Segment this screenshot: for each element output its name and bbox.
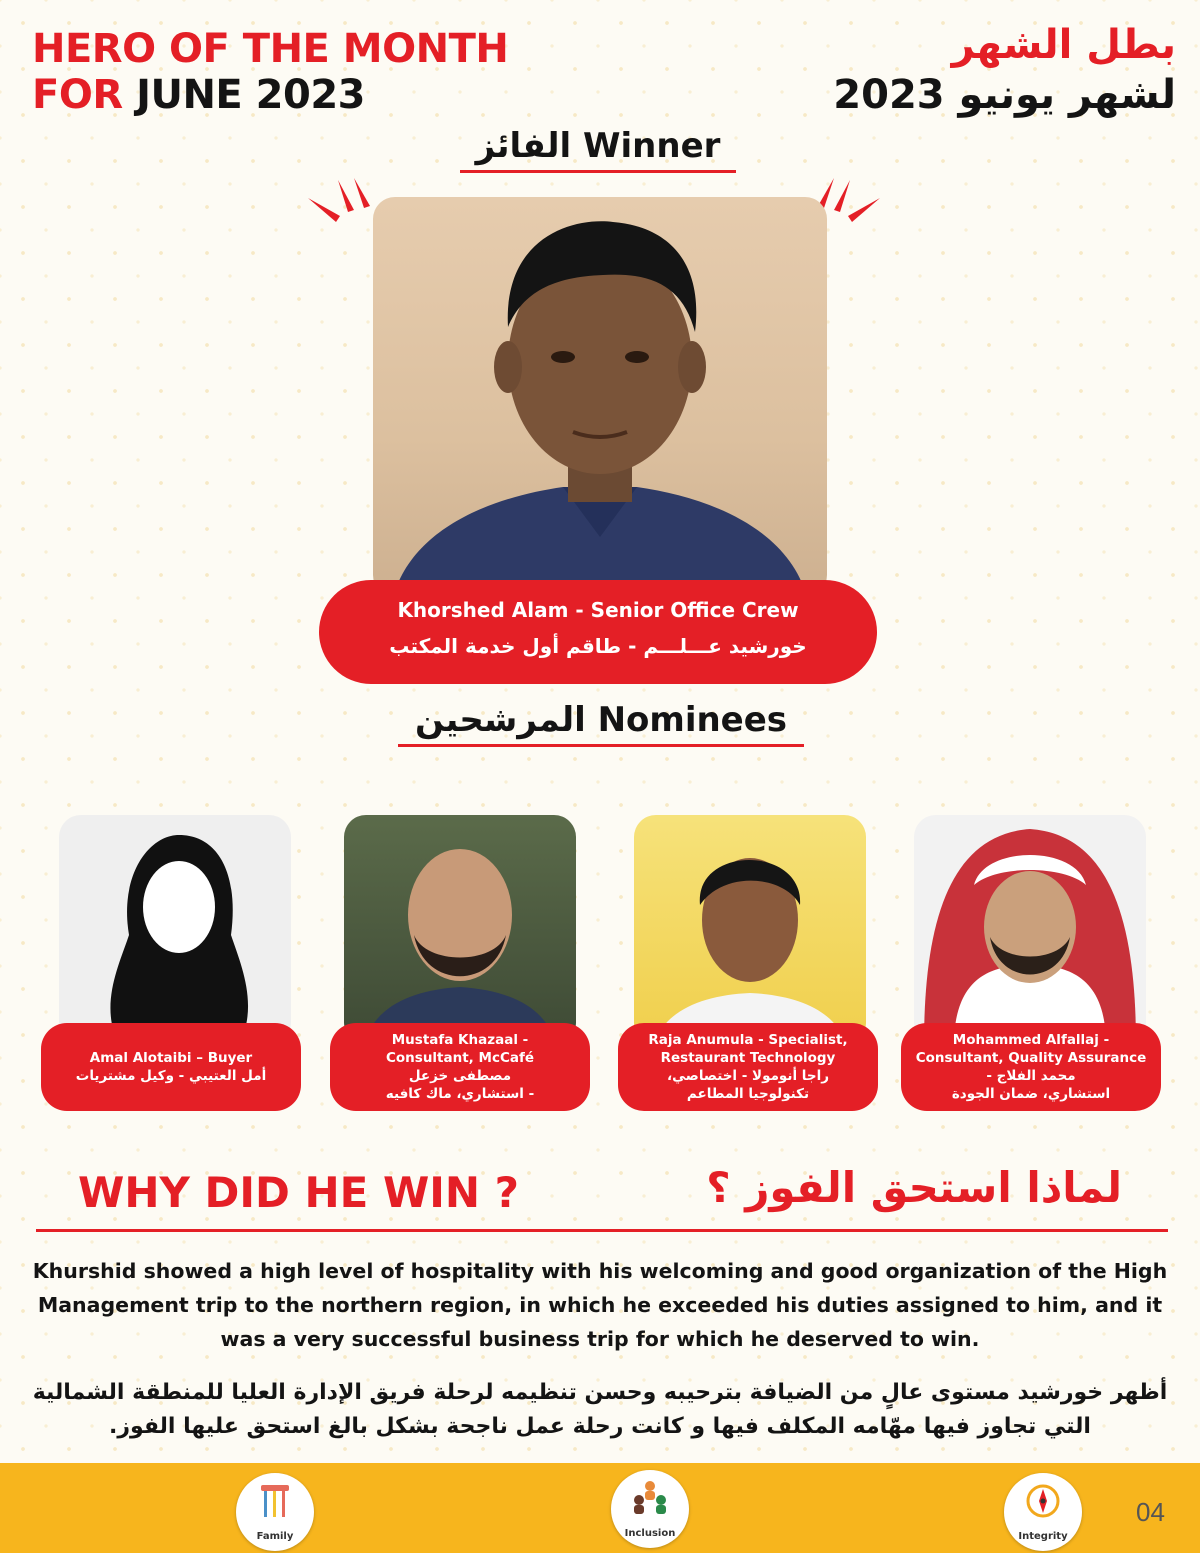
people-icon (630, 1478, 670, 1518)
badge-label: Integrity (1018, 1531, 1068, 1542)
why-title-en: WHY DID HE WIN ? (78, 1168, 520, 1217)
page-number: 04 (1136, 1497, 1165, 1527)
nominee-line3: أمل العتيبي - وكيل مشتريات (75, 1068, 267, 1084)
winner-photo (373, 197, 827, 597)
why-title-ar: لماذا استحق الفوز ؟ (706, 1163, 1122, 1212)
header-title-en: HERO OF THE MONTH (32, 26, 509, 72)
nominee-card-raja (618, 1023, 878, 1111)
nominee-photo-amal (59, 815, 291, 1045)
header-month-en: JUNE 2023 (136, 72, 365, 118)
nominee-line1: Mustafa Khazaal - (391, 1032, 529, 1048)
nominee-photo-mustafa (344, 815, 576, 1045)
why-body-en: Khurshid showed a high level of hospitality with his welcoming and good organization of the High Management trip to the northern region, in which he exceeded his duties assigned to him, and it was a very successful business trip for which he deserved to win. (32, 1259, 1168, 1351)
header-month-ar: لشهر يونيو 2023 (833, 72, 1176, 118)
winner-name-ar: خورشيد عـــلـــم - طاقم أول خدمة المكتب (389, 634, 807, 658)
badge-label: Inclusion (624, 1528, 676, 1539)
why-body-ar: أظهر خورشيد مستوى عالٍ من الضيافة بترحيبه وحسن تنظيمه لرحلة فريق الإدارة العليا للمنطقة الشمالية التي تجاوز فيها مهّامه المكلف فيها و كانت رحلة عمل ناجحة بشكل بالغ استحق عليها الفوز. (32, 1380, 1168, 1439)
nominee-card-mohammed (901, 1023, 1161, 1111)
nominee-line3: محمد الفلاج - (986, 1068, 1076, 1084)
why-divider (36, 1229, 1168, 1232)
winner-portrait-icon (373, 197, 827, 597)
nominee-line3: مصطفى خزعل (408, 1068, 512, 1084)
nominee-photo-mohammed (914, 815, 1146, 1045)
winner-name-en: Khorshed Alam - Senior Office Crew (397, 598, 799, 622)
value-badge-integrity (1004, 1473, 1082, 1551)
header-english (32, 26, 508, 118)
nominee-card-amal (41, 1023, 301, 1111)
badge-label: Family (256, 1531, 294, 1542)
nominee-line2: Restaurant Technology (660, 1050, 836, 1066)
nominee-line2: Consultant, McCafé (385, 1050, 534, 1066)
header-for-word: FOR (32, 72, 123, 118)
nominee-line4: - استشاري، ماك كافيه (385, 1086, 535, 1102)
value-badge-family (236, 1473, 314, 1551)
winner-title: الفائز Winner (475, 126, 721, 166)
winner-title-underline (460, 170, 736, 173)
nominee-card-mustafa (330, 1023, 590, 1111)
nominee-line1: Raja Anumula - Specialist, (648, 1032, 848, 1048)
stool-icon (255, 1481, 295, 1521)
header-arabic (833, 20, 1176, 120)
hijab-silhouette-icon (59, 815, 291, 1045)
nominee-line3: راجا أنوموﻻ - اختصاصي، (666, 1068, 829, 1084)
sparkle-left-icon (300, 176, 380, 236)
value-badge-inclusion (611, 1470, 689, 1548)
nominees-title-underline (398, 744, 804, 747)
nominee-line4: تكنولوجيا المطاعم (686, 1086, 810, 1102)
nominee-portrait-icon (914, 815, 1146, 1045)
nominee-line1: Mohammed Alfallaj - (952, 1032, 1110, 1048)
winner-name-pill (319, 580, 877, 684)
nominee-line2: Consultant, Quality Assurance (915, 1050, 1147, 1066)
nominee-line1: Amal Alotaibi – Buyer (89, 1050, 253, 1066)
compass-icon (1023, 1481, 1063, 1521)
nominee-line4: استشاري، ضمان الجودة (951, 1086, 1111, 1102)
nominee-photo-raja (634, 815, 866, 1045)
header-title-ar: بطل الشهر (951, 22, 1176, 68)
nominee-portrait-icon (634, 815, 866, 1045)
nominee-portrait-icon (344, 815, 576, 1045)
nominees-title: المرشحين Nominees (414, 700, 788, 740)
